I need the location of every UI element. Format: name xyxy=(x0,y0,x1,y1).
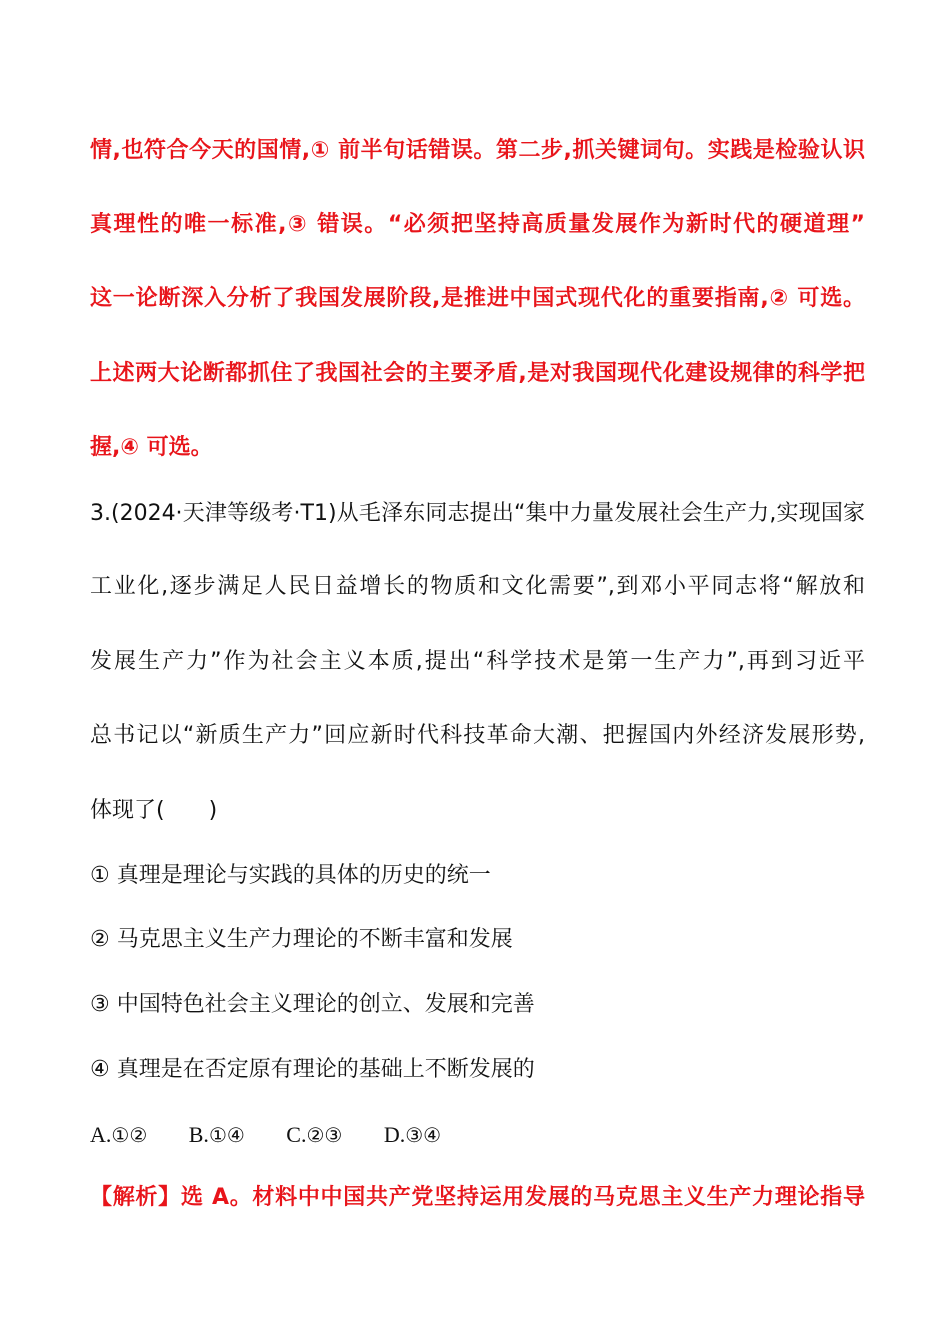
option-c[interactable] xyxy=(286,1117,342,1153)
question-stem-line-4: 总书记以“新质生产力”回应新时代科技革命大潮、把握国内外经济发展形势, xyxy=(90,723,865,748)
option-letter: D. xyxy=(383,1122,406,1147)
explanation-line-3: 这一论断深入分析了我国发展阶段,是推进中国式现代化的重要指南,② 可选。 xyxy=(90,286,865,311)
option-marks: ②③ xyxy=(306,1123,343,1147)
option-marks: ③④ xyxy=(405,1123,442,1147)
explanation-line-4: 上述两大论断都抓住了我国社会的主要矛盾,是对我国现代化建设规律的科学把 xyxy=(90,361,865,386)
option-marks: ①④ xyxy=(208,1123,245,1147)
question-stem-line-1: 3.(2024·天津等级考·T1)从毛泽东同志提出“集中力量发展社会生产力,实现国家 xyxy=(90,501,865,526)
option-letter: C. xyxy=(286,1122,307,1147)
question-stem-line-5: 体现了( ) xyxy=(90,798,218,823)
option-letter: A. xyxy=(90,1122,112,1147)
option-b[interactable] xyxy=(189,1117,245,1153)
option-letter: B. xyxy=(188,1122,209,1147)
statement-4: ④ 真理是在否定原有理论的基础上不断发展的 xyxy=(90,1057,535,1082)
explanation-line-1: 情,也符合今天的国情,① 前半句话错误。第二步,抓关键词句。实践是检验认识 xyxy=(90,138,865,163)
statement-3: ③ 中国特色社会主义理论的创立、发展和完善 xyxy=(90,992,535,1017)
question-stem-line-3: 发展生产力”作为社会主义本质,提出“科学技术是第一生产力”,再到习近平 xyxy=(90,649,865,674)
statement-1: ① 真理是理论与实践的具体的历史的统一 xyxy=(90,863,491,888)
statement-2: ② 马克思主义生产力理论的不断丰富和发展 xyxy=(90,927,513,952)
option-d[interactable] xyxy=(384,1117,441,1153)
explanation-line-2: 真理性的唯一标准,③ 错误。“必须把坚持高质量发展作为新时代的硬道理” xyxy=(90,212,865,237)
question-stem-line-2: 工业化,逐步满足人民日益增长的物质和文化需要”,到邓小平同志将“解放和 xyxy=(90,574,865,599)
option-a[interactable] xyxy=(90,1117,147,1153)
explanation-line-5: 握,④ 可选。 xyxy=(90,435,213,460)
option-marks: ①② xyxy=(111,1123,148,1147)
analysis-line: 【解析】选 A。材料中中国共产党坚持运用发展的马克思主义生产力理论指导 xyxy=(90,1185,865,1210)
answer-options xyxy=(90,1117,477,1153)
